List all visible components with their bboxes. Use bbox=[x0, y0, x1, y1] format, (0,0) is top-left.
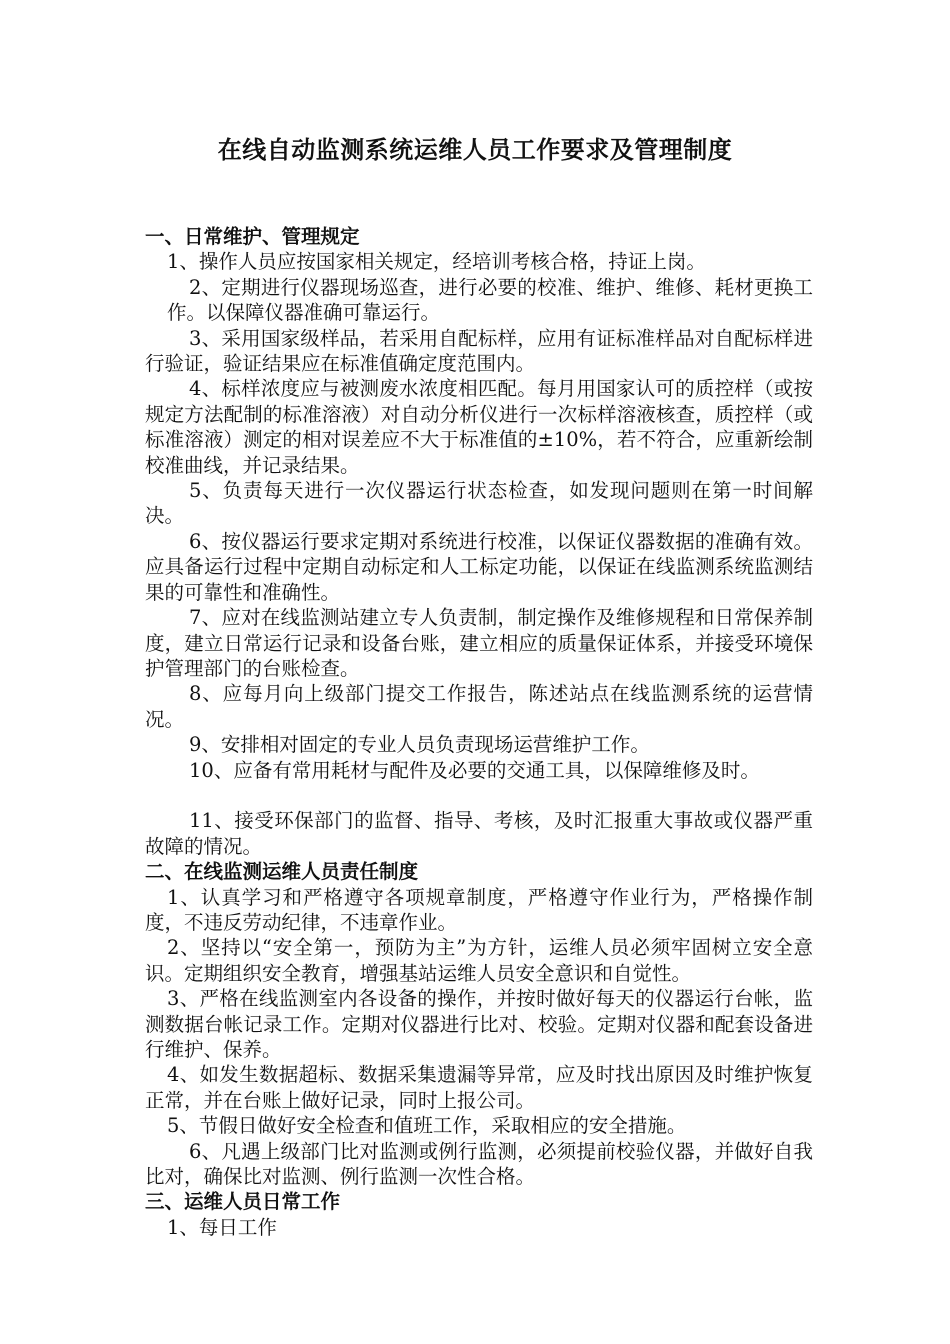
section-2-item-6: 6、凡遇上级部门比对监测或例行监测，必须提前校验仪器，并做好自我比对，确保比对监测、例行监测一次性合格。 bbox=[145, 1139, 813, 1189]
section-1-item-5: 5、负责每天进行一次仪器运行状态检查，如发现问题则在第一时间解决。 bbox=[145, 479, 813, 528]
section-1-item-10: 10、应备有常用耗材与配件及必要的交通工具，以保障维修及时。 bbox=[189, 758, 760, 782]
section-1-item-3: 3、采用国家级样品，若采用自配标样，应用有证标准样品对自配标样进行验证，验证结果应在标准值确定度范围内。 bbox=[145, 326, 813, 376]
section-1-item-4: 4、标样浓度应与被测废水浓度相匹配。每月用国家认可的质控样（或按规定方法配制的标准溶液）对自动分析仪进行一次标样溶液核查，质控样（或标准溶液）测定的相对误差应不大于标准值的±10%，若不符合，应重新绘制校准曲线，并记录结果。 bbox=[145, 377, 813, 477]
document-title: 在线自动监测系统运维人员工作要求及管理制度 bbox=[217, 136, 733, 164]
section-1-item-7: 7、应对在线监测站建立专人负责制，制定操作及维修规程和日常保养制度，建立日常运行记录和设备台账，建立相应的质量保证体系，并接受环境保护管理部门的台账检查。 bbox=[145, 606, 813, 680]
section-1-item-6: 6、按仪器运行要求定期对系统进行校准，以保证仪器数据的准确有效。应具备运行过程中定期自动标定和人工标定功能，以保证在线监测系统监测结果的可靠性和准确性。 bbox=[145, 529, 813, 604]
section-2-item-1: 1、认真学习和严格遵守各项规章制度，严格遵守作业行为，严格操作制度，不违反劳动纪律，不违章作业。 bbox=[145, 885, 813, 934]
section-heading-3: 三、运维人员日常工作 bbox=[145, 1190, 341, 1214]
section-1-item-2: 2、定期进行仪器现场巡查，进行必要的校准、维护、维修、耗材更换工作。以保障仪器准确可靠运行。 bbox=[167, 275, 813, 325]
section-heading-2: 二、在线监测运维人员责任制度 bbox=[145, 860, 419, 884]
section-2-item-4: 4、如发生数据超标、数据采集遗漏等异常，应及时找出原因及时维护恢复正常，并在台账上做好记录，同时上报公司。 bbox=[145, 1063, 813, 1112]
document-body bbox=[145, 224, 813, 1240]
blank-line bbox=[145, 783, 813, 808]
section-2-item-3: 3、严格在线监测室内各设备的操作，并按时做好每天的仪器运行台帐，监测数据台帐记录工作。定期对仪器进行比对、校验。定期对仪器和配套设备进行维护、保养。 bbox=[145, 987, 813, 1061]
section-heading-1: 一、日常维护、管理规定 bbox=[145, 225, 360, 248]
section-1-item-9: 9、安排相对固定的专业人员负责现场运营维护工作。 bbox=[189, 733, 650, 757]
section-1-item-1: 1、操作人员应按国家相关规定，经培训考核合格，持证上岗。 bbox=[167, 250, 706, 274]
section-1-item-11: 11、接受环保部门的监督、指导、考核，及时汇报重大事故或仪器严重故障的情况。 bbox=[145, 809, 813, 858]
section-2-item-5: 5、节假日做好安全检查和值班工作，采取相应的安全措施。 bbox=[167, 1114, 687, 1138]
section-2-item-2: 2、坚持以“安全第一，预防为主”为方针，运维人员必须牢固树立安全意识。定期组织安全教育，增强基站运维人员安全意识和自觉性。 bbox=[145, 936, 813, 985]
section-3-item-1: 1、每日工作 bbox=[167, 1215, 277, 1239]
section-1-item-8: 8、应每月向上级部门提交工作报告，陈述站点在线监测系统的运营情况。 bbox=[145, 682, 813, 731]
